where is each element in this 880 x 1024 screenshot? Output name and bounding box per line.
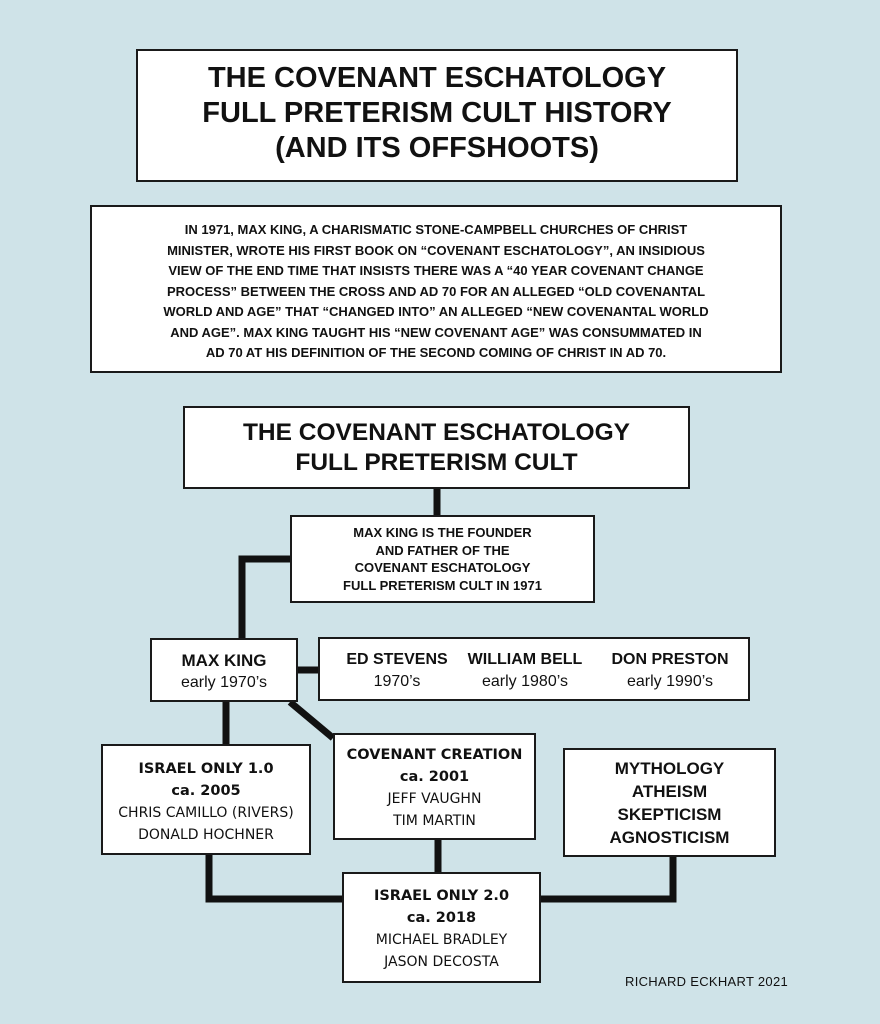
title-line: FULL PRETERISM CULT HISTORY [202,97,672,129]
person-date: 1970’s [373,673,421,690]
title-line: THE COVENANT ESCHATOLOGY [207,62,667,94]
israel-only-1-person: DONALD HOCHNER [138,827,274,843]
intro-line: WORLD AND AGE” THAT “CHANGED INTO” AN ALLEGED “NEW COVENANTAL WORLD [163,304,709,319]
israel-only-2-title: ISRAEL ONLY 2.0 [373,888,510,904]
person-name: DON PRESTON [611,651,729,668]
intro-box [90,205,782,373]
covenant-creation-title: COVENANT CREATION [346,747,523,763]
mythology-line: MYTHOLOGY [614,759,725,778]
founder-line: AND FATHER OF THE [375,542,510,558]
connector-maxking-covcreation [290,702,333,738]
israel-only-2-box [342,872,541,983]
person-don-preston [600,649,740,693]
israel-only-1-box [101,744,311,855]
connector-israel2-mythology [541,857,673,899]
israel-only-2-person: JASON DECOSTA [384,954,499,970]
others-box [318,637,750,701]
intro-line: VIEW OF THE END TIME THAT INSISTS THERE WAS A “40 YEAR COVENANT CHANGE [168,263,704,278]
person-name: ED STEVENS [346,651,448,668]
max-king-box [150,638,298,702]
founder-line: FULL PRETERISM CULT IN 1971 [343,577,542,593]
israel-only-1-title: ISRAEL ONLY 1.0 [138,761,274,777]
mythology-line: SKEPTICISM [617,805,722,824]
israel-only-1-person: CHRIS CAMILLO (RIVERS) [118,805,294,821]
intro-line: AND AGE”. MAX KING TAUGHT HIS “NEW COVENANT AGE” WAS CONSUMMATED IN [170,324,702,340]
max-king-date: early 1970’s [181,674,267,691]
founder-line: COVENANT ESCHATOLOGY [354,560,531,575]
intro-line: MINISTER, WROTE HIS FIRST BOOK ON “COVENANT ESCHATOLOGY”, AN INSIDIOUS [167,242,705,258]
intro-line: AD 70 AT HIS DEFINITION OF THE SECOND COMING OF CHRIST IN AD 70. [205,345,667,360]
covenant-creation-box [333,733,536,840]
cult-line: FULL PRETERISM CULT [295,449,578,476]
max-king-name: MAX KING [181,651,267,670]
title-box [136,49,738,182]
person-date: early 1990’s [627,673,713,690]
covenant-creation-person: JEFF VAUGHN [387,791,482,807]
intro-line: PROCESS” BETWEEN THE CROSS AND AD 70 FOR AN ALLEGED “OLD COVENANTAL [166,283,706,299]
mythology-line: AGNOSTICISM [609,828,730,847]
title-line: (AND ITS OFFSHOOTS) [275,132,599,164]
connector-israel1-israel2 [209,855,342,899]
covenant-creation-person: TIM MARTIN [393,813,476,829]
founder-line: MAX KING IS THE FOUNDER [353,525,532,540]
israel-only-2-person: MICHAEL BRADLEY [375,932,508,948]
person-william-bell [458,649,592,693]
credit-text: RICHARD ECKHART 2021 [625,974,789,989]
cult-box [183,406,690,489]
covenant-creation-date: ca. 2001 [399,769,470,785]
person-date: early 1980’s [482,673,568,690]
israel-only-1-date: ca. 2005 [171,783,241,799]
israel-only-2-date: ca. 2018 [406,910,477,926]
founder-box [290,515,595,603]
cult-line: THE COVENANT ESCHATOLOGY [242,419,631,446]
mythology-box [563,748,776,857]
mythology-line: ATHEISM [631,782,708,801]
person-ed-stevens [332,649,462,693]
connector-founder-maxking [242,559,290,638]
person-name: WILLIAM BELL [467,651,583,668]
intro-line: IN 1971, MAX KING, A CHARISMATIC STONE-CAMPBELL CHURCHES OF CHRIST [184,222,688,237]
